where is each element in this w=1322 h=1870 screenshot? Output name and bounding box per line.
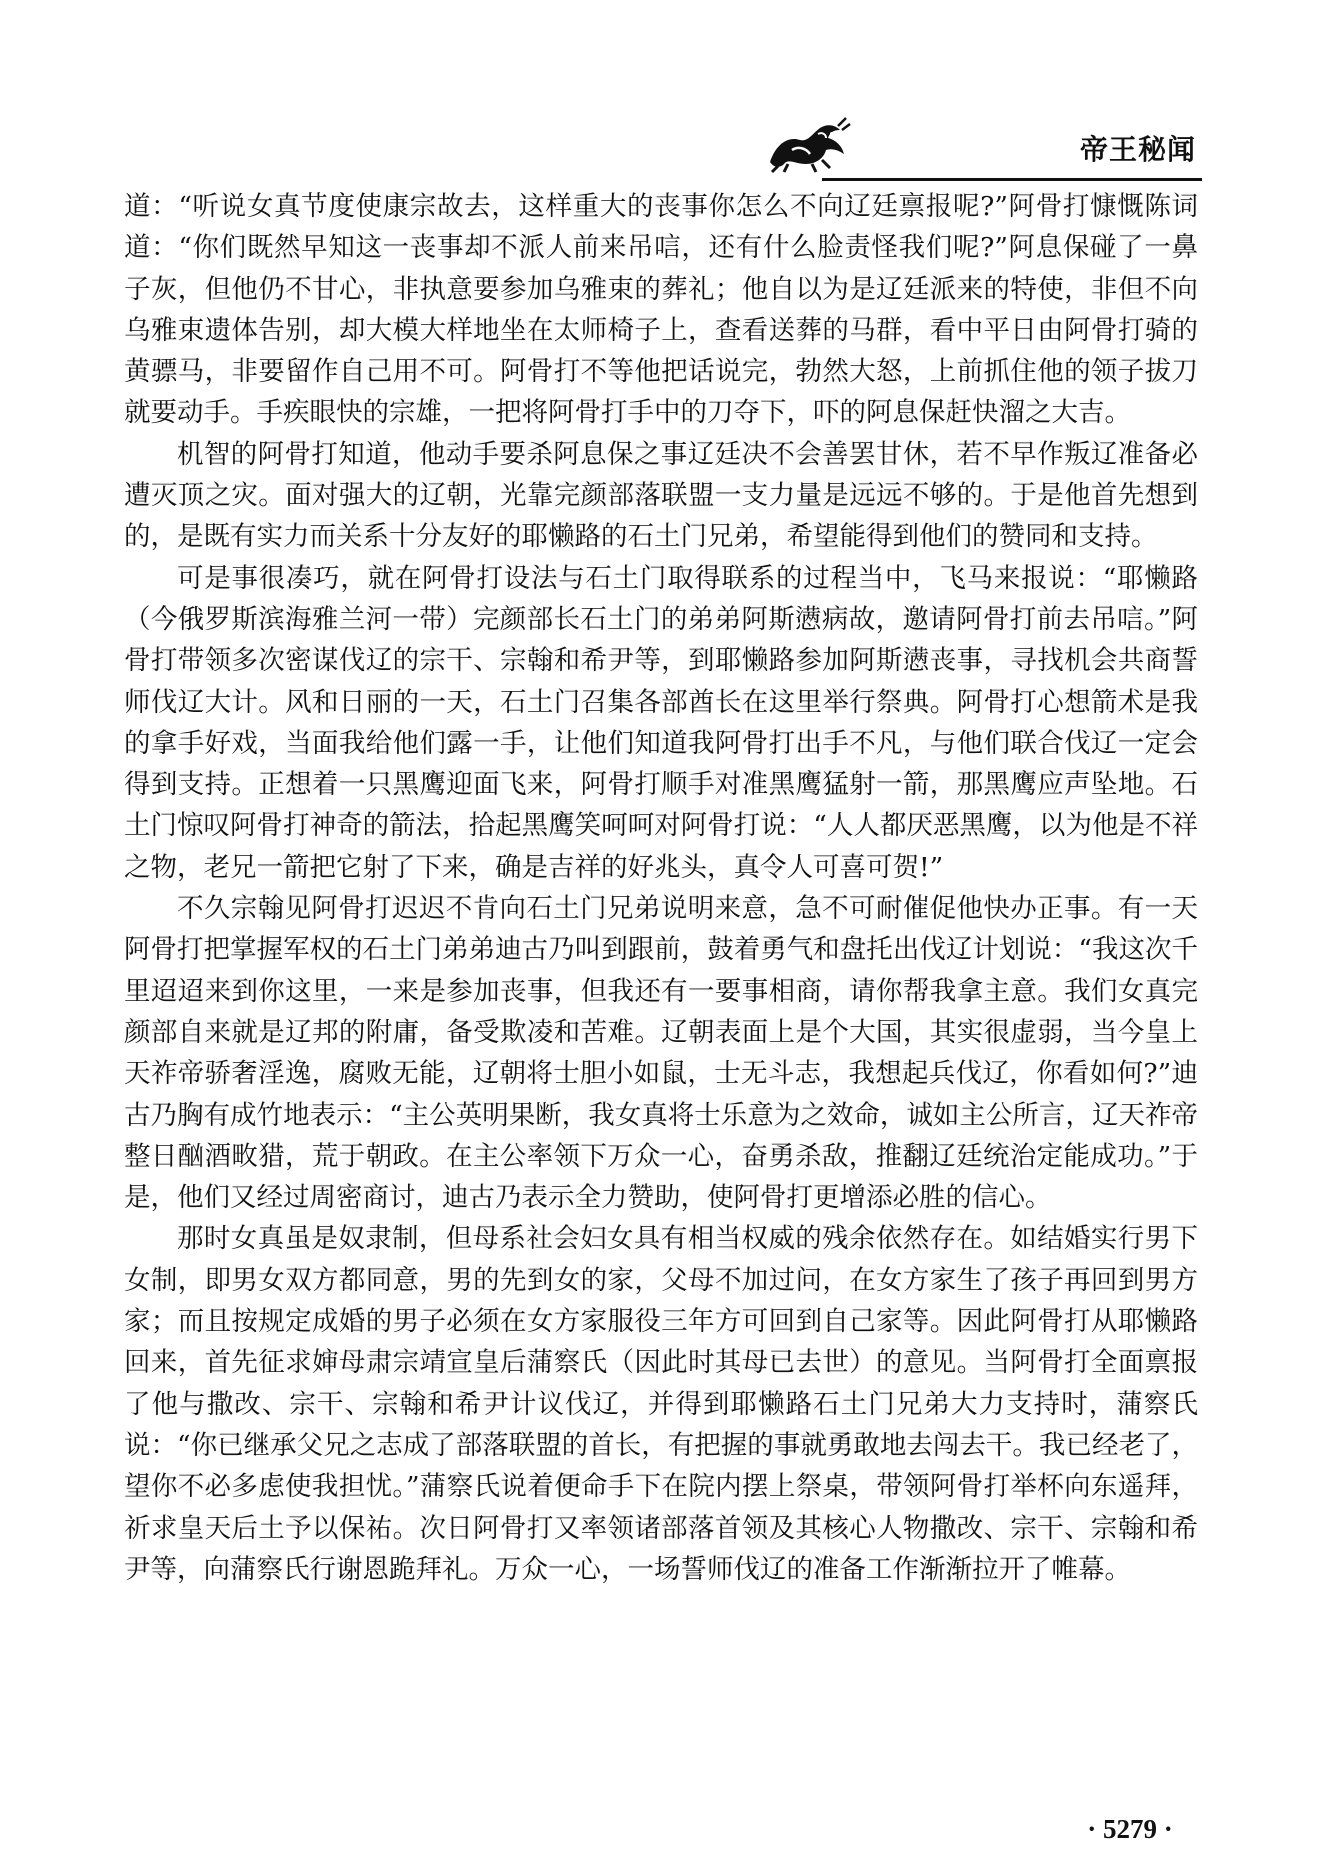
paragraph: 机智的阿骨打知道，他动手要杀阿息保之事辽廷决不会善罢甘休，若不早作叛辽准备必遭灭顶之灾。面对强大的辽朝，光靠完颜部落联盟一支力量是远远不够的。于是他首先想到的，是既有实力而关系十分友好的耶懒路的石土门兄弟，希望能得到他们的赞同和支持。 bbox=[124, 438, 1198, 553]
header-title: 帝王秘闻 bbox=[1079, 133, 1196, 166]
running-header bbox=[762, 108, 1202, 188]
header-rule bbox=[822, 178, 1202, 181]
page-number: · 5279 · bbox=[1087, 1814, 1173, 1844]
paragraph: 可是事很凑巧，就在阿骨打设法与石土门取得联系的过程当中，飞马来报说：“耶懒路（今俄罗斯滨海雅兰河一带）完颜部长石土门的弟弟阿斯懑病故，邀请阿骨打前去吊唁。”阿骨打带领多次密谋伐辽的宗干、宗翰和希尹等，到耶懒路参加阿斯懑丧事，寻找机会共商誓师伐辽大计。风和日丽的一天，石土门召集各部酋长在这里举行祭典。阿骨打心想箭术是我的拿手好戏，当面我给他们露一手，让他们知道我阿骨打出手不凡，与他们联合伐辽一定会得到支持。正想着一只黑鹰迎面飞来，阿骨打顺手对准黑鹰猛射一箭，那黑鹰应声坠地。石土门惊叹阿骨打神奇的箭法，拾起黑鹰笑呵呵对阿骨打说：“人人都厌恶黑鹰，以为他是不祥之物，老兄一箭把它射了下来，确是吉祥的好兆头，真令人可喜可贺!” bbox=[124, 562, 1198, 883]
dragon-emblem-icon bbox=[762, 114, 852, 174]
body-text bbox=[124, 186, 1198, 1590]
paragraph: 不久宗翰见阿骨打迟迟不肯向石土门兄弟说明来意，急不可耐催促他快办正事。有一天阿骨打把掌握军权的石土门弟弟迪古乃叫到跟前，鼓着勇气和盘托出伐辽计划说：“我这次千里迢迢来到你这里，一来是参加丧事，但我还有一要事相商，请你帮我拿主意。我们女真完颜部自来就是辽邦的附庸，备受欺凌和苦难。辽朝表面上是个大国，其实很虚弱，当今皇上天祚帝骄奢淫逸，腐败无能，辽朝将士胆小如鼠，士无斗志，我想起兵伐辽，你看如何?”迪古乃胸有成竹地表示：“主公英明果断，我女真将士乐意为之效命，诚如主公所言，辽天祚帝整日酗酒畋猎，荒于朝政。在主公率领下万众一心，奋勇杀敌，推翻辽廷统治定能成功。”于是，他们又经过周密商讨，迪古乃表示全力赞助，使阿骨打更增添必胜的信心。 bbox=[124, 893, 1198, 1214]
paragraph: 道：“听说女真节度使康宗故去，这样重大的丧事你怎么不向辽廷禀报呢?”阿骨打慷慨陈词道：“你们既然早知这一丧事却不派人前来吊唁，还有什么脸责怪我们呢?”阿息保碰了一鼻子灰，但他仍不甘心，非执意要参加乌雅束的葬礼；他自以为是辽廷派来的特使，非但不向乌雅束遗体告别，却大模大样地坐在太师椅子上，查看送葬的马群，看中平日由阿骨打骑的黄骠马，非要留作自己用不可。阿骨打不等他把话说完，勃然大怒，上前抓住他的领子拔刀就要动手。手疾眼快的宗雄，一把将阿骨打手中的刀夺下，吓的阿息保赶快溜之大吉。 bbox=[124, 191, 1198, 429]
paragraph: 那时女真虽是奴隶制，但母系社会妇女具有相当权威的残余依然存在。如结婚实行男下女制，即男女双方都同意，男的先到女的家，父母不加过问，在女方家生了孩子再回到男方家；而且按规定成婚的男子必须在女方家服役三年方可回到自己家等。因此阿骨打从耶懒路回来，首先征求婶母肃宗靖宣皇后蒲察氏（因此时其母已去世）的意见。当阿骨打全面禀报了他与撒改、宗干、宗翰和希尹计议伐辽，并得到耶懒路石土门兄弟大力支持时，蒲察氏说：“你已继承父兄之志成了部落联盟的首长，有把握的事就勇敢地去闯去干。我已经老了，望你不必多虑使我担忧。”蒲察氏说着便命手下在院内摆上祭桌，带领阿骨打举杯向东遥拜，祈求皇天后土予以保祐。次日阿骨打又率领诸部落首领及其核心人物撒改、宗干、宗翰和希尹等，向蒲察氏行谢恩跪拜礼。万众一心，一场誓师伐辽的准备工作渐渐拉开了帷幕。 bbox=[124, 1223, 1198, 1585]
